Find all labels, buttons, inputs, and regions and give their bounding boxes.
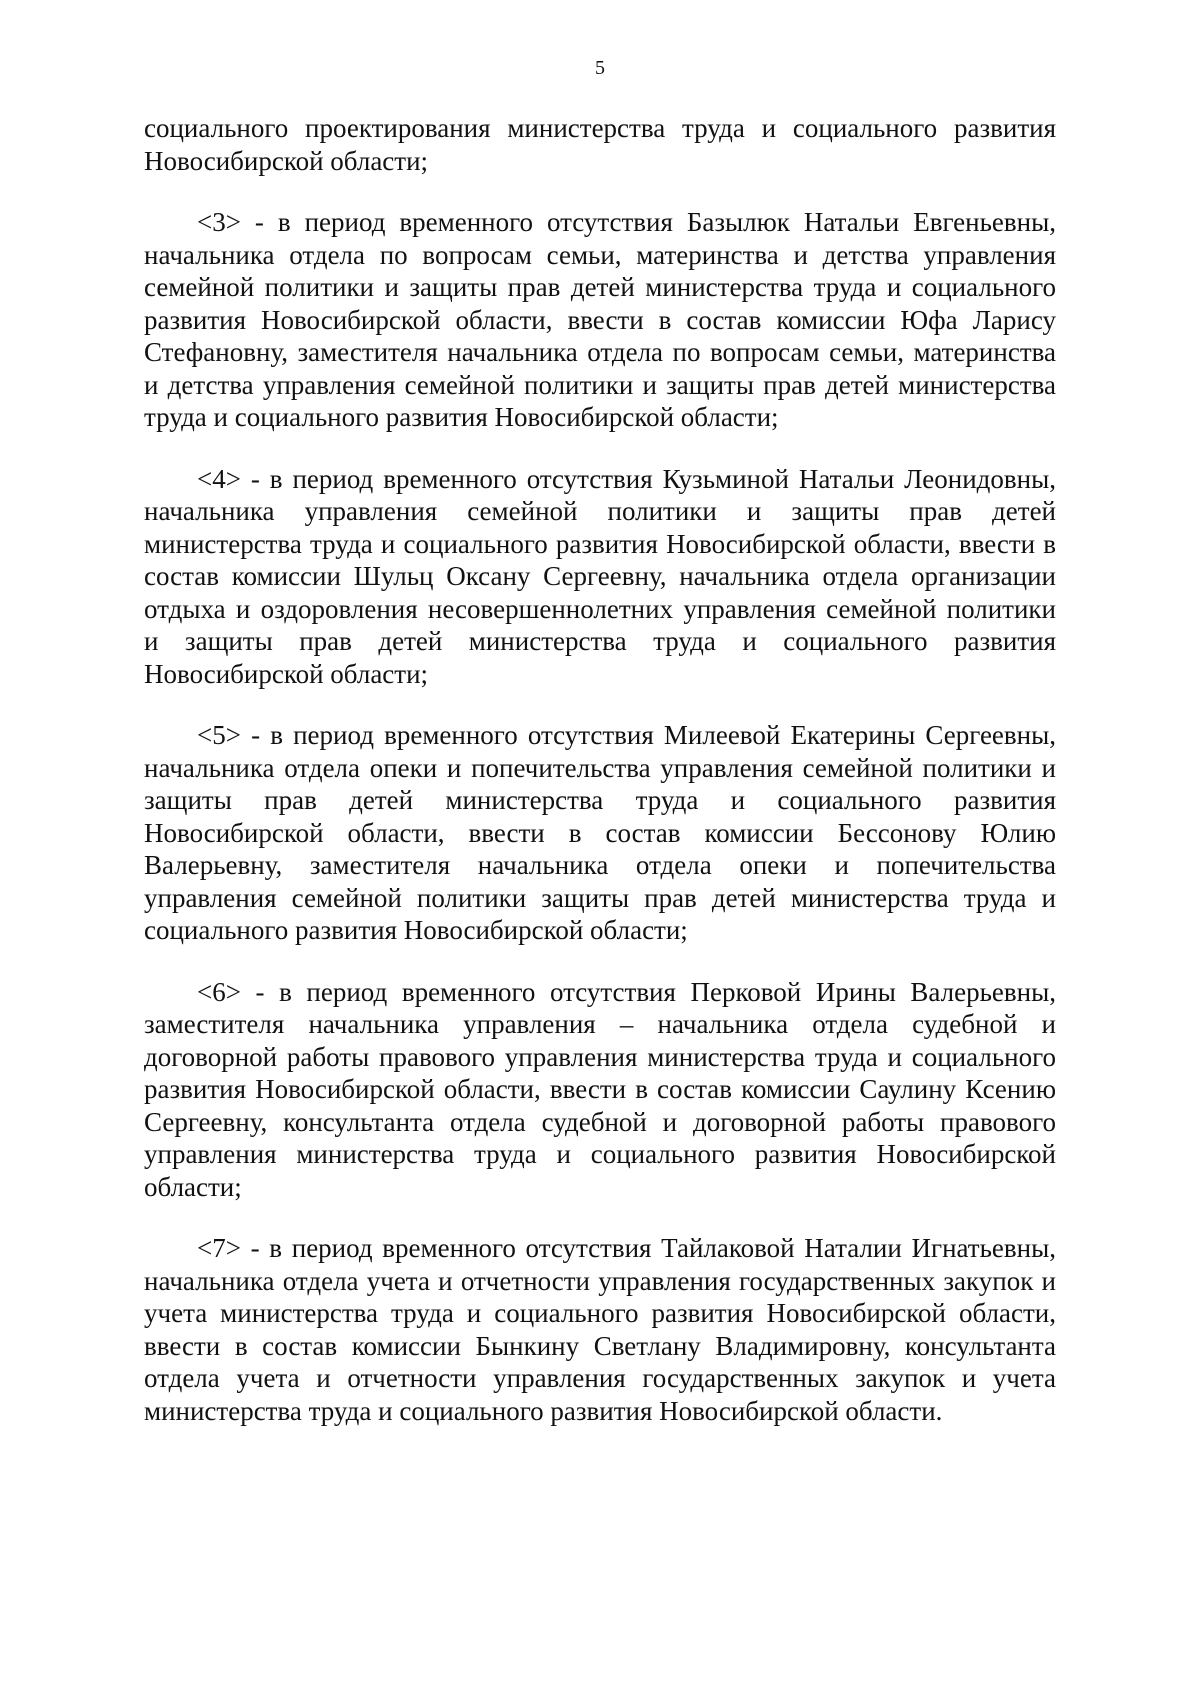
document-body: [144, 112, 1056, 1427]
paragraph-footnote-3: <3> - в период временного отсутствия Базылюк Натальи Евгеньевны, начальника отдела по вопросам семьи, материнства и детства управления семейной политики и защиты прав детей министерства труда и социального развития Новосибирской области, ввести в состав комиссии Юфа Ларису Стефановну, заместителя начальника отдела по вопросам семьи, материнства и детства управления семейной политики и защиты прав детей министерства труда и социального развития Новосибирской области;: [144, 207, 1056, 432]
paragraph-footnote-6: <6> - в период временного отсутствия Перковой Ирины Валерьевны, заместителя начальника управления – начальника отдела судебной и договорной работы правового управления министерства труда и социального развития Новосибирской области, ввести в состав комиссии Саулину Ксению Сергеевну, консультанта отдела судебной и договорной работы правового управления министерства труда и социального развития Новосибирской области;: [144, 976, 1056, 1202]
paragraph-footnote-7: <7> - в период временного отсутствия Тайлаковой Наталии Игнатьевны, начальника отдела учета и отчетности управления государственных закупок и учета министерства труда и социального развития Новосибирской области, ввести в состав комиссии Бынкину Светлану Владимировну, консультанта отдела учета и отчетности управления государственных закупок и учета министерства труда и социального развития Новосибирской области.: [144, 1233, 1056, 1426]
paragraph-continuation: социального проектирования министерства труда и социального развития Новосибирской области;: [144, 113, 1056, 176]
page-number: 5: [595, 57, 605, 79]
paragraph-footnote-4: <4> - в период временного отсутствия Кузьминой Натальи Леонидовны, начальника управления семейной политики и защиты прав детей министерства труда и социального развития Новосибирской области, ввести в состав комиссии Шульц Оксану Сергеевну, начальника отдела организации отдыха и оздоровления несовершеннолетних управления семейной политики и защиты прав детей министерства труда и социального развития Новосибирской области;: [144, 463, 1056, 689]
paragraph-footnote-5: <5> - в период временного отсутствия Милеевой Екатерины Сергеевны, начальника отдела опеки и попечительства управления семейной политики и защиты прав детей министерства труда и социального развития Новосибирской области, ввести в состав комиссии Бессонову Юлию Валерьевну, заместителя начальника отдела опеки и попечительства управления семейной политики защиты прав детей министерства труда и социального развития Новосибирской области;: [144, 720, 1056, 945]
